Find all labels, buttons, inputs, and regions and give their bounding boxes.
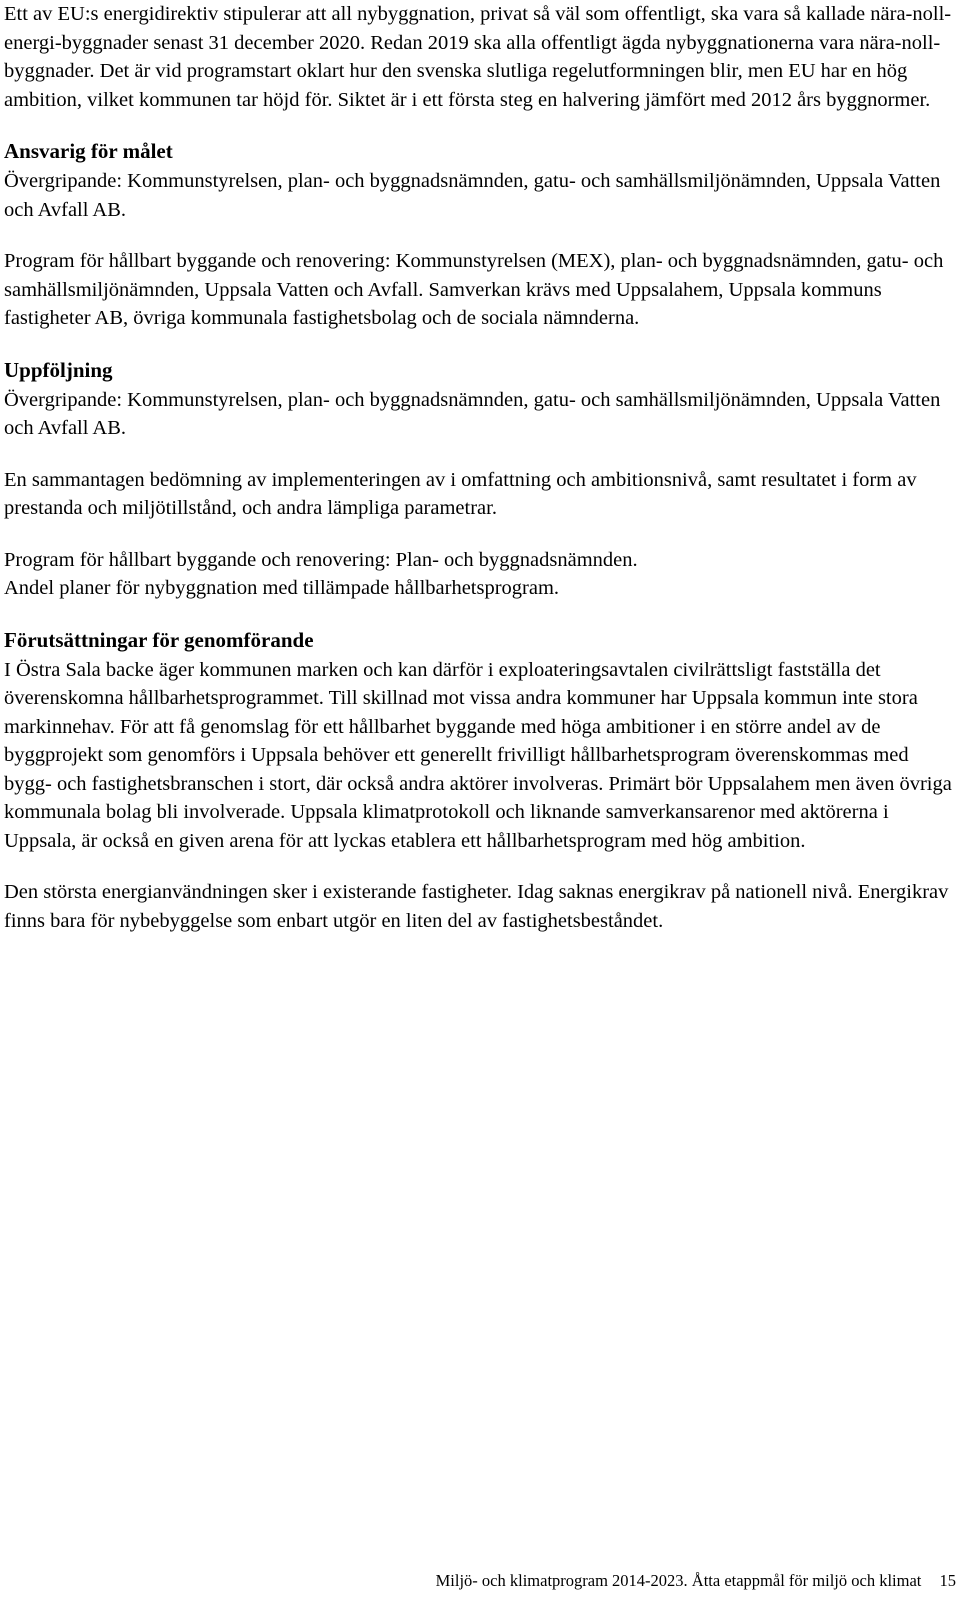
document-page	[4, 0, 956, 935]
intro-paragraph: Ett av EU:s energidirektiv stipulerar att all nybyggnation, privat så väl som offentligt, ska vara så kallade nära-noll-energi-byggnader senast 31 december 2020. Redan 2019 ska alla offentligt ägda nybyggnationerna vara nära-noll-byggnader. Det är vid programstart oklart hur den svenska slutliga regelutformningen blir, men EU har en hög ambition, vilket kommunen tar höjd för. Siktet är i ett första steg en halvering jämfört med 2012 års byggnormer.	[4, 3, 952, 111]
page-number: 15	[939, 1571, 956, 1590]
section-heading-ansvarig: Ansvarig för målet	[4, 139, 173, 163]
uppfoljning-paragraph-program-line2: Andel planer för nybyggnation med tillämpade hållbarhetsprogram.	[4, 577, 560, 599]
section-heading-forutsattningar: Förutsättningar för genomförande	[4, 627, 314, 652]
uppfoljning-paragraph-overgripande: Övergripande: Kommunstyrelsen, plan- och byggnadsnämnden, gatu- och samhällsmiljönämnden, Uppsala Vatten och Avfall AB.	[4, 388, 941, 439]
forutsattningar-paragraph-1: I Östra Sala backe äger kommunen marken och kan därför i exploateringsavtalen civilrättsligt fastställa det överenskomna hållbarhetsprogrammet. Till skillnad mot vissa andra kommuner har Uppsala kommun inte stora markinnehav. För att få genomslag för ett hållbarhet byggande med höga ambitioner i en större andel av de byggprojekt som genomförs i Uppsala behöver ett generellt frivilligt hållbarhetsprogram överenskommas med bygg- och fastighetsbranschen i stort, där också andra aktörer involveras. Primärt bör Uppsalahem men även övriga kommunala bolag bli involverade. Uppsala klimatprotokoll och liknande samverkansarenor med aktörerna i Uppsala, är också en given arena för att lyckas etablera ett hållbarhetsprogram med hög ambition.	[4, 658, 952, 852]
page-footer	[0, 1571, 960, 1591]
forutsattningar-paragraph-2: Den största energianvändningen sker i existerande fastigheter. Idag saknas energikrav på nationell nivå. Energikrav finns bara för nybebyggelse som enbart utgör en liten del av fastighetsbeståndet.	[4, 881, 949, 932]
footer-title: Miljö- och klimatprogram 2014-2023. Åtta etappmål för miljö och klimat	[435, 1571, 922, 1590]
ansvarig-paragraph-program: Program för hållbart byggande och renovering: Kommunstyrelsen (MEX), plan- och byggnadsnämnden, gatu- och samhällsmiljönämnden, Uppsala Vatten och Avfall. Samverkan krävs med Uppsalahem, Uppsala kommuns fastigheter AB, övriga kommunala fastighetsbolag och de sociala nämnderna.	[4, 250, 944, 329]
ansvarig-paragraph-overgripande: Övergripande: Kommunstyrelsen, plan- och byggnadsnämnden, gatu- och samhällsmiljönämnden, Uppsala Vatten och Avfall AB.	[4, 170, 941, 221]
uppfoljning-paragraph-program-line1: Program för hållbart byggande och renovering: Plan- och byggnadsnämnden.	[4, 548, 638, 571]
section-heading-uppfoljning: Uppföljning	[4, 357, 113, 382]
uppfoljning-paragraph-bedomning: En sammantagen bedömning av implementeringen av i omfattning och ambitionsnivå, samt resultatet i form av prestanda och miljötillstånd, och andra lämpliga parametrar.	[4, 468, 917, 519]
